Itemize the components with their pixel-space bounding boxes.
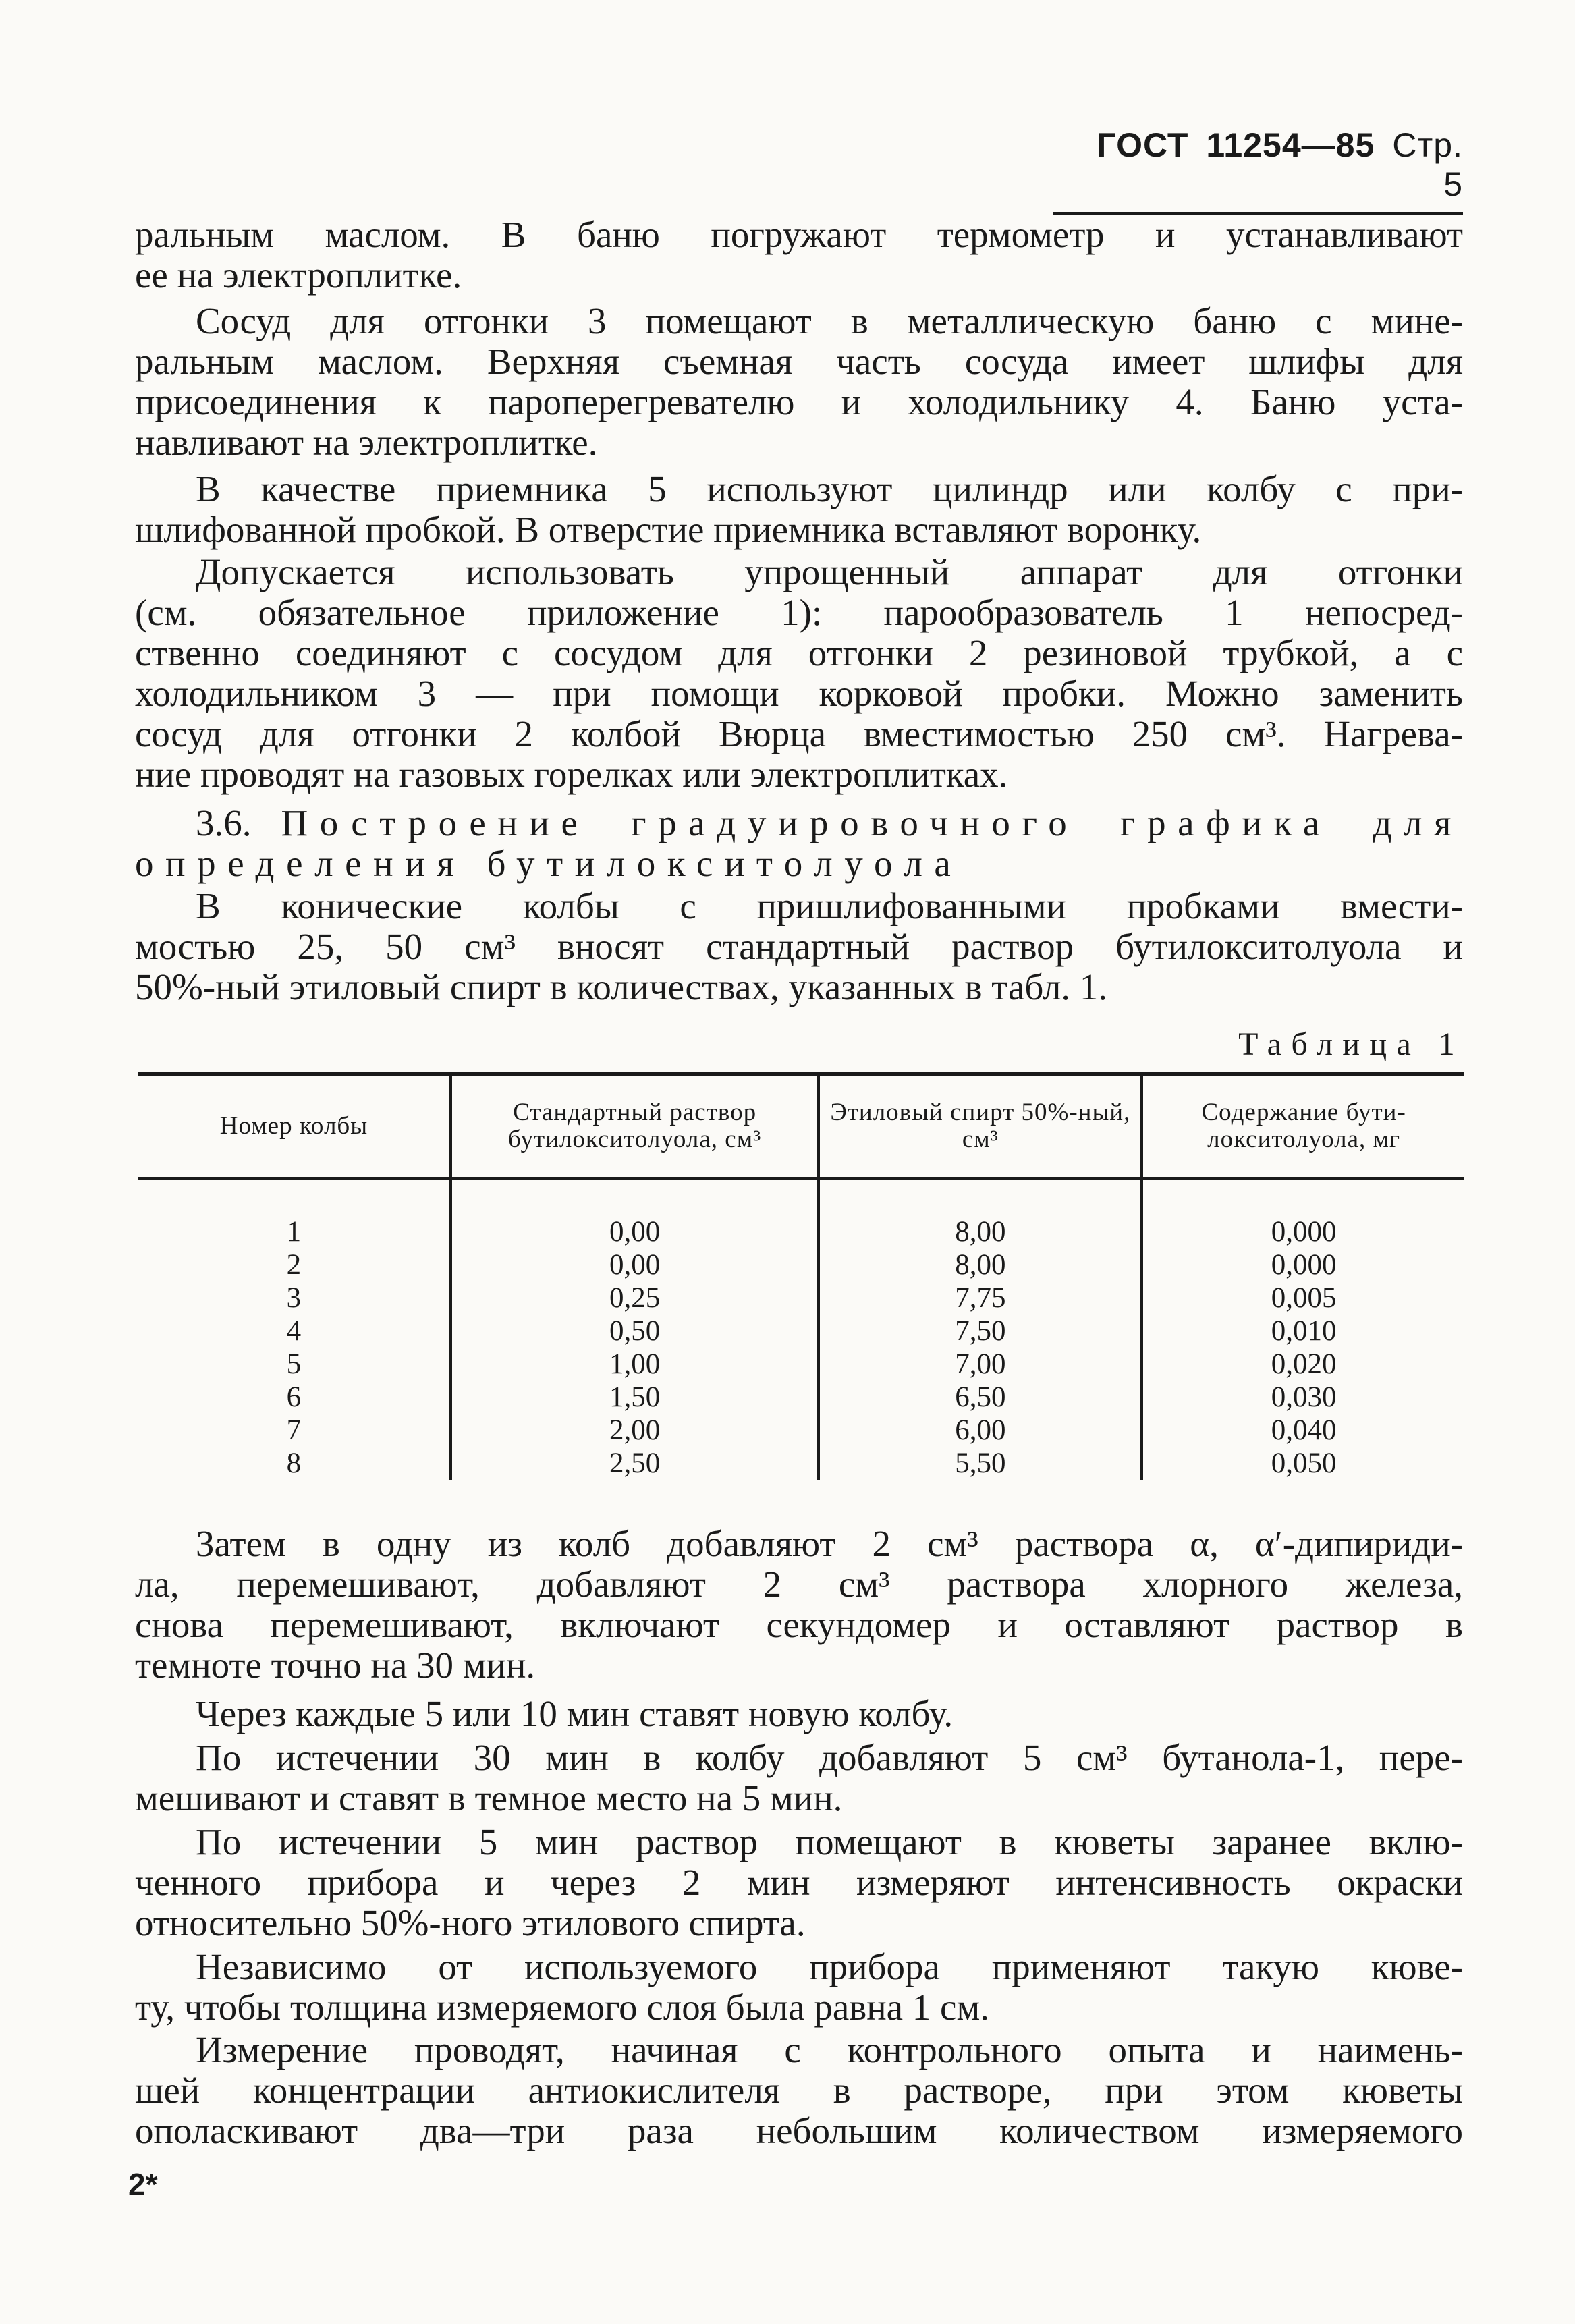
table-cell: 5,50	[819, 1447, 1142, 1480]
table-cell: 0,010	[1142, 1315, 1464, 1348]
text-line: (см. обязательное приложение 1): парообразователь 1 непосред-	[135, 592, 1463, 633]
text-line: Затем в одну из колб добавляют 2 см³ раствора α, α′-дипириди-	[196, 1523, 1463, 1564]
table-cell: 0,030	[1142, 1381, 1464, 1414]
table-cell: 7,00	[819, 1348, 1142, 1381]
table-cell: 0,050	[1142, 1447, 1464, 1480]
text-line: ла, перемешивают, добавляют 2 см³ раствора хлорного железа,	[135, 1564, 1463, 1605]
text-line: 50%-ный этиловый спирт в количествах, указанных в табл. 1.	[135, 966, 1108, 1007]
table-caption: Таблица 1	[1238, 1026, 1464, 1062]
text-line: темноте точно на 30 мин.	[135, 1644, 536, 1686]
table-cell: 8,00	[819, 1179, 1142, 1249]
running-header	[1053, 126, 1463, 215]
text-line: ственно соединяют с сосудом для отгонки 2 резиновой трубкой, а с	[135, 632, 1463, 673]
section-number: 3.6.	[196, 802, 252, 843]
table-row	[138, 1281, 1464, 1315]
text-line: присоединения к пароперегревателю и холодильнику 4. Баню уста-	[135, 381, 1463, 422]
section-title: определения бутилокситолуола	[135, 843, 963, 884]
standard-label: ГОСТ	[1097, 126, 1189, 164]
table-cell: 0,020	[1142, 1348, 1464, 1381]
paragraph-distillation-vessel	[135, 301, 1463, 463]
text-line: ту, чтобы толщина измеряемого слоя была равна 1 см.	[135, 1987, 990, 2028]
table-cell: 0,005	[1142, 1281, 1464, 1315]
page-number: Стр. 5	[1392, 126, 1463, 203]
paragraph-new-flask	[135, 1694, 1463, 1734]
section-heading-line	[135, 803, 1463, 843]
table-row	[138, 1348, 1464, 1381]
table-cell: 6,00	[819, 1414, 1142, 1447]
paragraph-simplified-apparatus	[135, 552, 1463, 795]
text-line: относительно 50%-ного этилового спирта.	[135, 1902, 806, 1943]
paragraph-butanol	[135, 1738, 1463, 1819]
table-cell: 7	[286, 1414, 302, 1446]
text-line: ние проводят на газовых горелках или электроплитках.	[135, 754, 1008, 795]
text-line: холодильником 3 — при помощи корковой пробки. Можно заменить	[135, 673, 1463, 714]
table-cell: 1	[286, 1216, 302, 1248]
section-title: Построение градуировочного графика для	[281, 802, 1464, 843]
table-row	[138, 1381, 1464, 1414]
text-line: В качестве приемника 5 используют цилиндр или колбу с при-	[196, 468, 1463, 509]
column-header: Стандартный раствор бутилокситолуола, см³	[451, 1074, 819, 1179]
text-line: Через каждые 5 или 10 мин ставят новую колбу.	[196, 1693, 954, 1734]
table-cell: 0,000	[1142, 1179, 1464, 1249]
text-line: навливают на электроплитке.	[135, 422, 598, 463]
signature-mark: 2*	[128, 2167, 158, 2202]
table-cell: 7,50	[819, 1315, 1142, 1348]
table-cell: 2,00	[451, 1414, 819, 1447]
table-cell: 3	[286, 1282, 302, 1314]
table-row	[138, 1447, 1464, 1480]
table-cell: 0,000	[1142, 1248, 1464, 1281]
table-cell: 7,75	[819, 1281, 1142, 1315]
text-line: шей концентрации антиокислителя в растворе, при этом кюветы	[135, 2070, 1463, 2111]
text-line: ее на электроплитке.	[135, 254, 462, 296]
table-cell: 5	[286, 1348, 302, 1380]
table-row	[138, 1179, 1464, 1249]
text-line: ополаскивают два—три раза небольшим количеством измеряемого	[135, 2110, 1463, 2151]
text-line: По истечении 30 мин в колбу добавляют 5 см³ бутанола-1, пере-	[196, 1737, 1463, 1778]
text-line: ральным маслом. В баню погружают термометр и устанавливают	[135, 214, 1463, 255]
text-line: ченного прибора и через 2 мин измеряют интенсивность окраски	[135, 1862, 1463, 1903]
column-header: Этиловый спирт 50%-ный, см³	[819, 1074, 1142, 1179]
table-cell: 8	[286, 1447, 302, 1479]
table-cell: 8,00	[819, 1248, 1142, 1281]
table-cell: 0,00	[451, 1248, 819, 1281]
text-line: мешивают и ставят в темное место на 5 мин.	[135, 1777, 843, 1819]
column-header: Номер колбы	[138, 1074, 451, 1179]
table-cell: 2	[286, 1249, 302, 1281]
table-cell: 1,50	[451, 1381, 819, 1414]
column-header: Содержание бути-локситолуола, мг	[1142, 1074, 1464, 1179]
data-table	[138, 1072, 1464, 1480]
table-cell: 6	[286, 1381, 302, 1413]
paragraph-dipyridyl	[135, 1524, 1463, 1686]
table-cell: 0,040	[1142, 1414, 1464, 1447]
paragraph-procedure	[135, 2030, 1463, 2151]
table-row	[138, 1248, 1464, 1281]
standard-number: 11254—85	[1206, 126, 1375, 164]
table-cell: 4	[286, 1315, 302, 1347]
text-line: Допускается использовать упрощенный аппарат для отгонки	[196, 551, 1463, 592]
text-line: В конические колбы с пришлифованными пробками вмести-	[196, 885, 1463, 926]
table-header-row	[138, 1074, 1464, 1179]
section-heading	[135, 803, 1463, 884]
paragraph-receiver	[135, 469, 1463, 550]
text-line: По истечении 5 мин раствор помещают в кюветы заранее вклю-	[196, 1821, 1463, 1862]
text-line: снова перемешивают, включают секундомер и оставляют раствор в	[135, 1604, 1463, 1645]
text-line: ральным маслом. Верхняя съемная часть сосуда имеет шлифы для	[135, 341, 1463, 382]
table-row	[138, 1414, 1464, 1447]
paragraph-cuvette	[135, 1947, 1463, 2028]
paragraph-measurement	[135, 1822, 1463, 1943]
text-line: шлифованной пробкой. В отверстие приемника вставляют воронку.	[135, 509, 1202, 550]
table-row	[138, 1315, 1464, 1348]
text-line: Сосуд для отгонки 3 помещают в металлическую баню с мине-	[196, 300, 1463, 341]
text-line: Измерение проводят, начиная с контрольного опыта и наимень-	[196, 2029, 1463, 2070]
table-cell: 0,00	[451, 1179, 819, 1249]
table-cell: 2,50	[451, 1447, 819, 1480]
text-line: Независимо от используемого прибора применяют такую кюве-	[196, 1946, 1463, 1987]
table-cell: 1,00	[451, 1348, 819, 1381]
paragraph-flasks	[135, 886, 1463, 1007]
table-cell: 6,50	[819, 1381, 1142, 1414]
paragraph-continuation	[135, 215, 1463, 296]
text-line: сосуд для отгонки 2 колбой Вюрца вместимостью 250 см³. Нагрева-	[135, 713, 1463, 754]
table-cell: 0,50	[451, 1315, 819, 1348]
table-cell: 0,25	[451, 1281, 819, 1315]
text-line: мостью 25, 50 см³ вносят стандартный раствор бутилокситолуола и	[135, 926, 1463, 967]
